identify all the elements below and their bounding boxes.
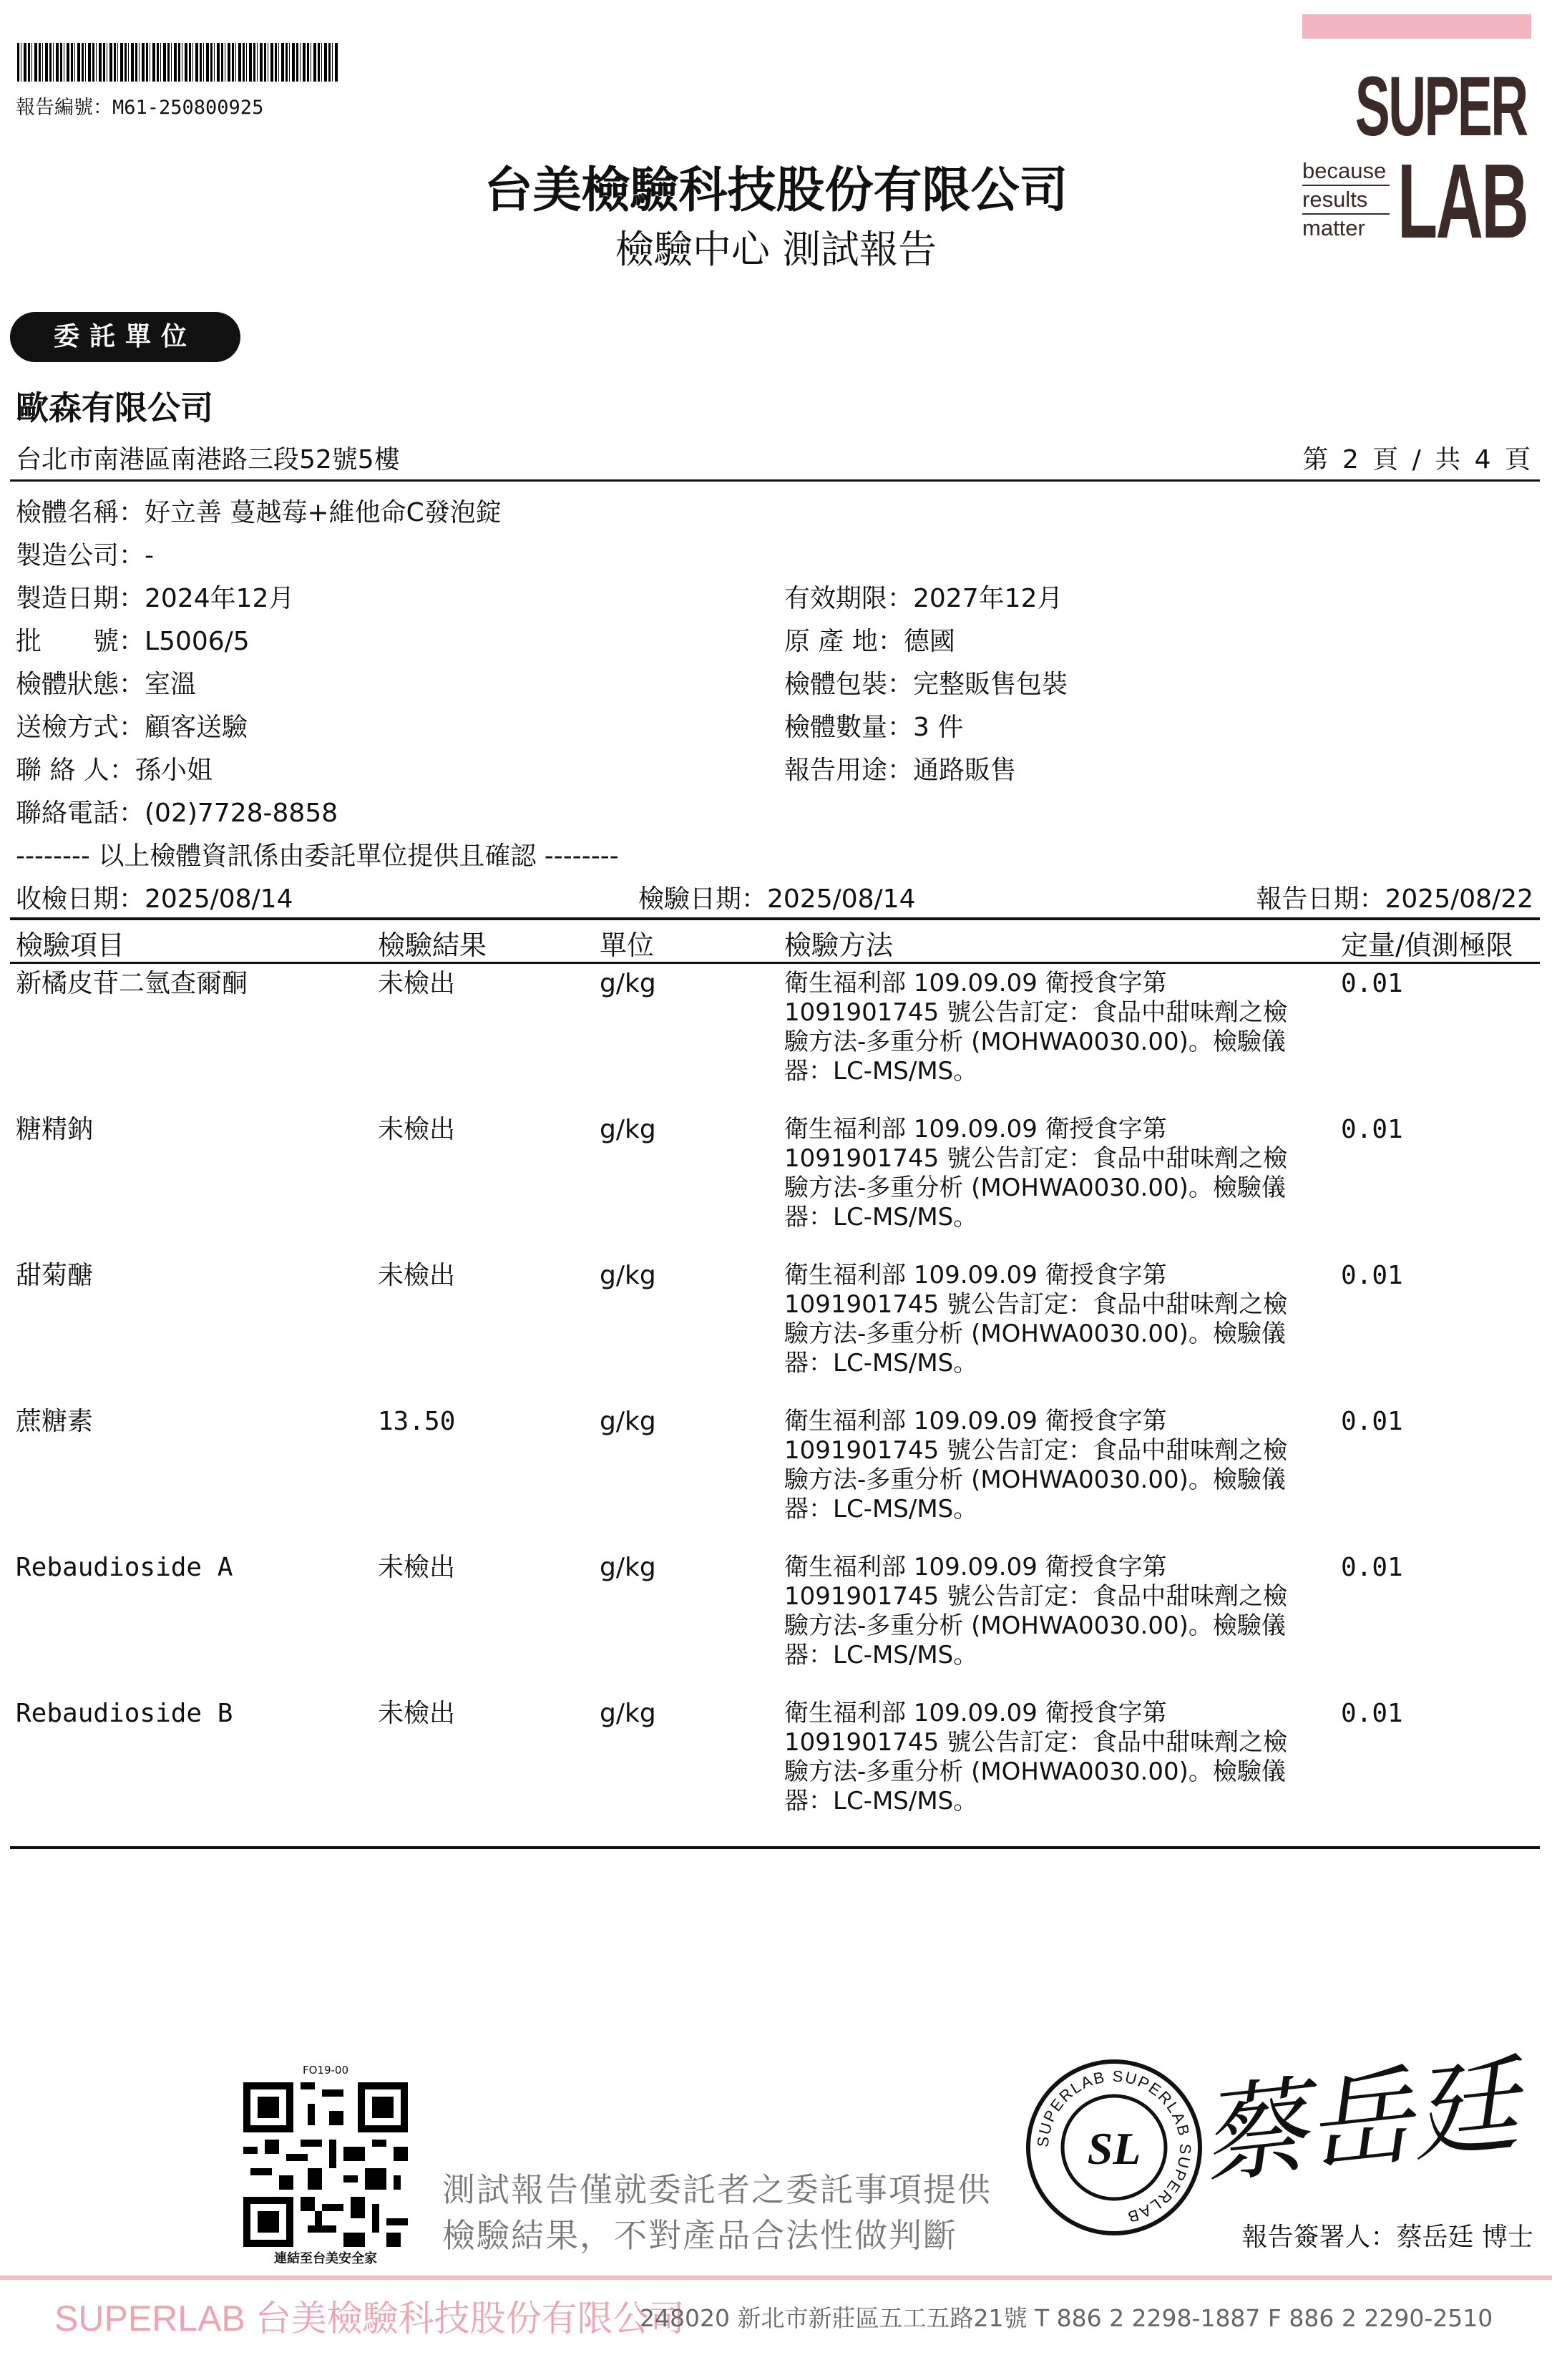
row-unit: g/kg bbox=[600, 969, 656, 998]
row-limit: 0.01 bbox=[1341, 1261, 1403, 1290]
method-line: 器：LC-MS/MS。 bbox=[784, 1641, 978, 1669]
method-line: 衛生福利部 109.09.09 衛授食字第 bbox=[784, 1553, 1167, 1581]
received-date: 收檢日期：2025/08/14 bbox=[16, 884, 293, 914]
report-purpose: 報告用途：通路販售 bbox=[784, 756, 1017, 785]
row-item: 糖精鈉 bbox=[16, 1115, 94, 1144]
page-info: 第 2 頁 / 共 4 頁 bbox=[1302, 445, 1533, 474]
qr-caption: 連結至台美安全家 bbox=[274, 2251, 377, 2266]
company-seal bbox=[1025, 2058, 1204, 2237]
method-line: 衛生福利部 109.09.09 衛授食字第 bbox=[784, 1407, 1167, 1435]
col-header-result: 檢驗結果 bbox=[378, 930, 487, 961]
row-method bbox=[784, 1261, 1328, 1378]
report-date: 報告日期：2025/08/22 bbox=[1256, 884, 1533, 914]
row-item: Rebaudioside A bbox=[16, 1553, 233, 1582]
method-line: 驗方法-多重分析 (MOHWA0030.00)。檢驗儀 bbox=[784, 1757, 1286, 1786]
contact-phone: 聯絡電話：(02)7728-8858 bbox=[16, 799, 338, 828]
method-line: 衛生福利部 109.09.09 衛授食字第 bbox=[784, 1261, 1167, 1289]
row-method bbox=[784, 1699, 1328, 1816]
table-row bbox=[0, 969, 1552, 1112]
method-line: 器：LC-MS/MS。 bbox=[784, 1203, 978, 1232]
mfg-date: 製造日期：2024年12月 bbox=[16, 584, 295, 613]
method-line: 1091901745 號公告訂定：食品中甜味劑之檢 bbox=[784, 1728, 1288, 1757]
method-line: 器：LC-MS/MS。 bbox=[784, 1787, 978, 1815]
row-result: 未檢出 bbox=[378, 1699, 456, 1728]
row-item: Rebaudioside B bbox=[16, 1699, 233, 1728]
method-line: 衛生福利部 109.09.09 衛授食字第 bbox=[784, 969, 1167, 998]
sample-quantity: 檢體數量：3 件 bbox=[784, 713, 964, 742]
row-result: 未檢出 bbox=[378, 1261, 456, 1290]
method-line: 1091901745 號公告訂定：食品中甜味劑之檢 bbox=[784, 998, 1288, 1027]
qr-code[interactable] bbox=[243, 2082, 408, 2247]
sample-name: 檢體名稱：好立善 蔓越莓+維他命C發泡錠 bbox=[16, 498, 502, 527]
sample-info-note: -------- 以上檢體資訊係由委託單位提供且確認 -------- bbox=[16, 842, 619, 871]
row-limit: 0.01 bbox=[1341, 1115, 1403, 1144]
signer: 報告簽署人：蔡岳廷 博士 bbox=[1241, 2223, 1533, 2252]
row-limit: 0.01 bbox=[1341, 1553, 1403, 1582]
divider bbox=[10, 479, 1540, 482]
logo-word-lab: LAB bbox=[1397, 142, 1527, 260]
disclaimer-line: 測試報告僅就委託者之委託事項提供 bbox=[442, 2170, 992, 2209]
row-limit: 0.01 bbox=[1341, 1699, 1403, 1728]
disclaimer bbox=[442, 2167, 992, 2258]
row-result: 13.50 bbox=[378, 1407, 456, 1436]
table-row bbox=[0, 1699, 1552, 1842]
batch-number: 批 號：L5006/5 bbox=[16, 627, 250, 656]
method-line: 衛生福利部 109.09.09 衛授食字第 bbox=[784, 1699, 1167, 1727]
packaging: 檢體包裝：完整販售包裝 bbox=[784, 670, 1068, 699]
table-bottom-rule bbox=[10, 1846, 1540, 1849]
row-method bbox=[784, 1553, 1328, 1670]
col-header-method: 檢驗方法 bbox=[784, 930, 894, 961]
report-number: 報告編號：M61-250800925 bbox=[16, 97, 264, 119]
seal-ring-text: SUPERLAB SUPERLAB SUPERLAB bbox=[1033, 2067, 1195, 2227]
contact-person: 聯 絡 人：孫小姐 bbox=[16, 756, 213, 785]
logo-band bbox=[1302, 14, 1531, 39]
row-unit: g/kg bbox=[600, 1407, 656, 1436]
row-item: 甜菊醣 bbox=[16, 1261, 94, 1290]
row-unit: g/kg bbox=[600, 1699, 656, 1728]
handwritten-signature: 蔡岳廷 bbox=[1194, 2043, 1524, 2199]
row-item: 蔗糖素 bbox=[16, 1407, 94, 1436]
table-row bbox=[0, 1553, 1552, 1696]
expiry-date: 有效期限：2027年12月 bbox=[784, 584, 1063, 613]
company-title: 台美檢驗科技股份有限公司 bbox=[484, 162, 1068, 219]
manufacturer: 製造公司：- bbox=[16, 541, 154, 570]
row-result: 未檢出 bbox=[378, 969, 456, 998]
logo-tagline-line: because bbox=[1302, 157, 1390, 186]
qr-code-label: FO19-00 bbox=[302, 2064, 349, 2077]
table-top-rule bbox=[10, 917, 1540, 920]
table-header-rule bbox=[10, 962, 1540, 964]
logo-tagline-line: matter bbox=[1302, 215, 1365, 240]
report-subtitle: 檢驗中心 測試報告 bbox=[615, 227, 937, 272]
method-line: 驗方法-多重分析 (MOHWA0030.00)。檢驗儀 bbox=[784, 1611, 1286, 1640]
method-line: 器：LC-MS/MS。 bbox=[784, 1349, 978, 1377]
row-unit: g/kg bbox=[600, 1553, 656, 1582]
row-item: 新橘皮苷二氫查爾酮 bbox=[16, 969, 248, 998]
row-limit: 0.01 bbox=[1341, 1407, 1403, 1436]
method-line: 驗方法-多重分析 (MOHWA0030.00)。檢驗儀 bbox=[784, 1028, 1286, 1056]
client-name: 歐森有限公司 bbox=[16, 389, 213, 427]
row-method bbox=[784, 1407, 1328, 1524]
delivery-method: 送檢方式：顧客送驗 bbox=[16, 713, 248, 742]
method-line: 1091901745 號公告訂定：食品中甜味劑之檢 bbox=[784, 1290, 1288, 1319]
method-line: 1091901745 號公告訂定：食品中甜味劑之檢 bbox=[784, 1144, 1288, 1173]
footer-divider bbox=[0, 2276, 1552, 2280]
row-method bbox=[784, 1115, 1328, 1232]
table-row bbox=[0, 1115, 1552, 1258]
disclaimer-line: 檢驗結果，不對產品合法性做判斷 bbox=[442, 2216, 957, 2255]
method-line: 驗方法-多重分析 (MOHWA0030.00)。檢驗儀 bbox=[784, 1174, 1286, 1202]
seal-center-text: SL bbox=[1087, 2123, 1141, 2174]
seal-graphic bbox=[1025, 2058, 1204, 2237]
table-row bbox=[0, 1407, 1552, 1550]
client-address: 台北市南港區南港路三段52號5樓 bbox=[16, 445, 400, 474]
method-line: 器：LC-MS/MS。 bbox=[784, 1495, 978, 1523]
method-line: 1091901745 號公告訂定：食品中甜味劑之檢 bbox=[784, 1436, 1288, 1465]
row-result: 未檢出 bbox=[378, 1115, 456, 1144]
test-date: 檢驗日期：2025/08/14 bbox=[638, 884, 916, 914]
col-header-unit: 單位 bbox=[600, 930, 655, 961]
logo-word-super: SUPER bbox=[1355, 59, 1527, 154]
row-unit: g/kg bbox=[600, 1261, 656, 1290]
table-row bbox=[0, 1261, 1552, 1404]
sample-state: 檢體狀態：室溫 bbox=[16, 670, 197, 699]
method-line: 器：LC-MS/MS。 bbox=[784, 1057, 978, 1086]
method-line: 驗方法-多重分析 (MOHWA0030.00)。檢驗儀 bbox=[784, 1465, 1286, 1494]
origin: 原 產 地：德國 bbox=[784, 627, 955, 656]
row-unit: g/kg bbox=[600, 1115, 656, 1144]
barcode bbox=[17, 43, 339, 82]
col-header-limit: 定量/偵測極限 bbox=[1341, 930, 1513, 961]
footer-address: 248020 新北市新莊區五工五路21號 T 886 2 2298-1887 F 886 2 2290-2510 bbox=[640, 2304, 1493, 2332]
row-method bbox=[784, 969, 1328, 1086]
row-result: 未檢出 bbox=[378, 1553, 456, 1582]
client-section-label: 委託單位 bbox=[10, 312, 240, 362]
method-line: 驗方法-多重分析 (MOHWA0030.00)。檢驗儀 bbox=[784, 1320, 1286, 1348]
col-header-item: 檢驗項目 bbox=[16, 930, 125, 961]
logo-tagline-line: results bbox=[1302, 186, 1390, 215]
row-limit: 0.01 bbox=[1341, 969, 1403, 998]
method-line: 1091901745 號公告訂定：食品中甜味劑之檢 bbox=[784, 1582, 1288, 1611]
method-line: 衛生福利部 109.09.09 衛授食字第 bbox=[784, 1115, 1167, 1143]
footer-brand: SUPERLAB 台美檢驗科技股份有限公司 bbox=[54, 2298, 685, 2338]
